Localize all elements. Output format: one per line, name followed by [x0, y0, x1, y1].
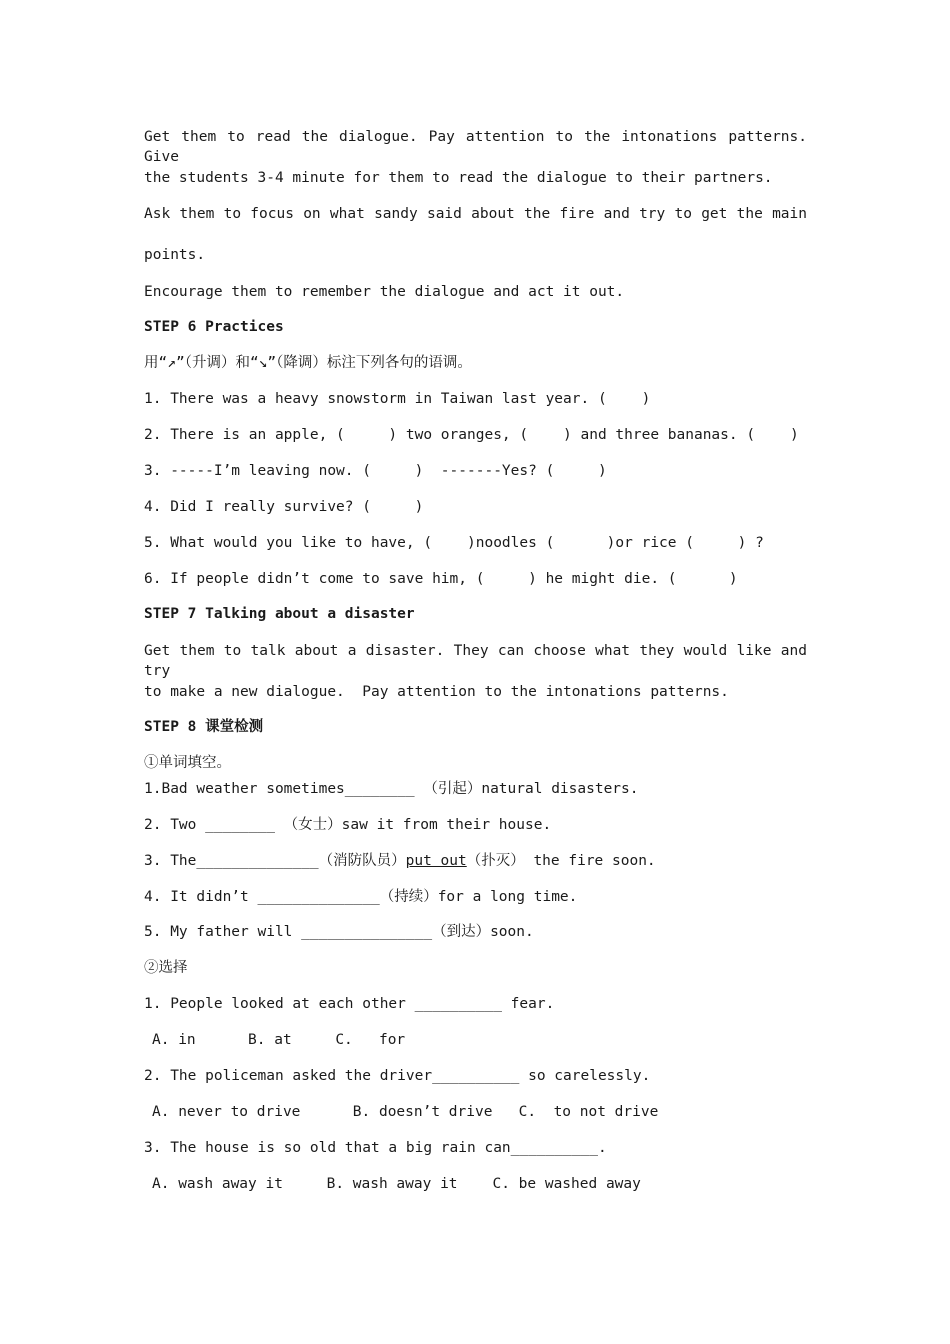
- step6-instruction: 用“↗”（升调）和“↘”（降调）标注下列各句的语调。: [144, 355, 472, 371]
- paragraph-line: Encourage them to remember the dialogue and act it out.: [144, 284, 625, 300]
- step8-heading: STEP 8 课堂检测: [144, 719, 264, 735]
- choice-question: 3. The house is so old that a big rain can__________.: [144, 1140, 607, 1156]
- choice-options: A. wash away it B. wash away it C. be washed away: [152, 1176, 641, 1192]
- section-title: ①单词填空。: [144, 755, 231, 771]
- choice-question: 2. The policeman asked the driver__________ so carelessly.: [144, 1068, 651, 1084]
- fill-item-pre: 3. The______________（消防队员）: [144, 853, 406, 869]
- exercise-item: 1. There was a heavy snowstorm in Taiwan last year. ( ): [144, 391, 651, 407]
- fill-item: 4. It didn’t ______________（持续）for a long time.: [144, 889, 578, 905]
- paragraph-line: Get them to read the dialogue. Pay attention to the intonations patterns. Give: [144, 129, 807, 165]
- fill-item: 5. My father will _______________（到达）soon.: [144, 924, 534, 940]
- paragraph-line: Get them to talk about a disaster. They can choose what they would like and try: [144, 643, 807, 679]
- fill-item: 1.Bad weather sometimes________ （引起）natural disasters.: [144, 781, 639, 797]
- choice-question: 1. People looked at each other __________ fear.: [144, 996, 555, 1012]
- fill-item: 2. Two ________ （女士）saw it from their house.: [144, 817, 552, 833]
- paragraph-line: Ask them to focus on what sandy said about the fire and try to get the main: [144, 206, 807, 222]
- fill-item-post: （扑灭） the fire soon.: [466, 853, 656, 869]
- step7-heading: STEP 7 Talking about a disaster: [144, 606, 415, 622]
- exercise-item: 6. If people didn’t come to save him, ( ) he might die. ( ): [144, 571, 738, 587]
- step6-heading: STEP 6 Practices: [144, 319, 284, 335]
- paragraph-line: to make a new dialogue. Pay attention to the intonations patterns.: [144, 684, 729, 700]
- paragraph-line: the students 3-4 minute for them to read the dialogue to their partners.: [144, 170, 773, 186]
- choice-options: A. in B. at C. for: [152, 1032, 406, 1048]
- exercise-item: 3. -----I’m leaving now. ( ) -------Yes? ( ): [144, 463, 607, 479]
- underlined-phrase: put out: [405, 853, 467, 869]
- section-title: ②选择: [144, 960, 188, 976]
- exercise-item: 5. What would you like to have, ( )noodles ( )or rice ( ) ?: [144, 535, 764, 551]
- paragraph-line: points.: [144, 247, 206, 263]
- choice-options: A. never to drive B. doesn’t drive C. to not drive: [152, 1104, 659, 1120]
- fill-item: [144, 851, 656, 871]
- exercise-item: 2. There is an apple, ( ) two oranges, ( ) and three bananas. ( ): [144, 427, 799, 443]
- exercise-item: 4. Did I really survive? ( ): [144, 499, 424, 515]
